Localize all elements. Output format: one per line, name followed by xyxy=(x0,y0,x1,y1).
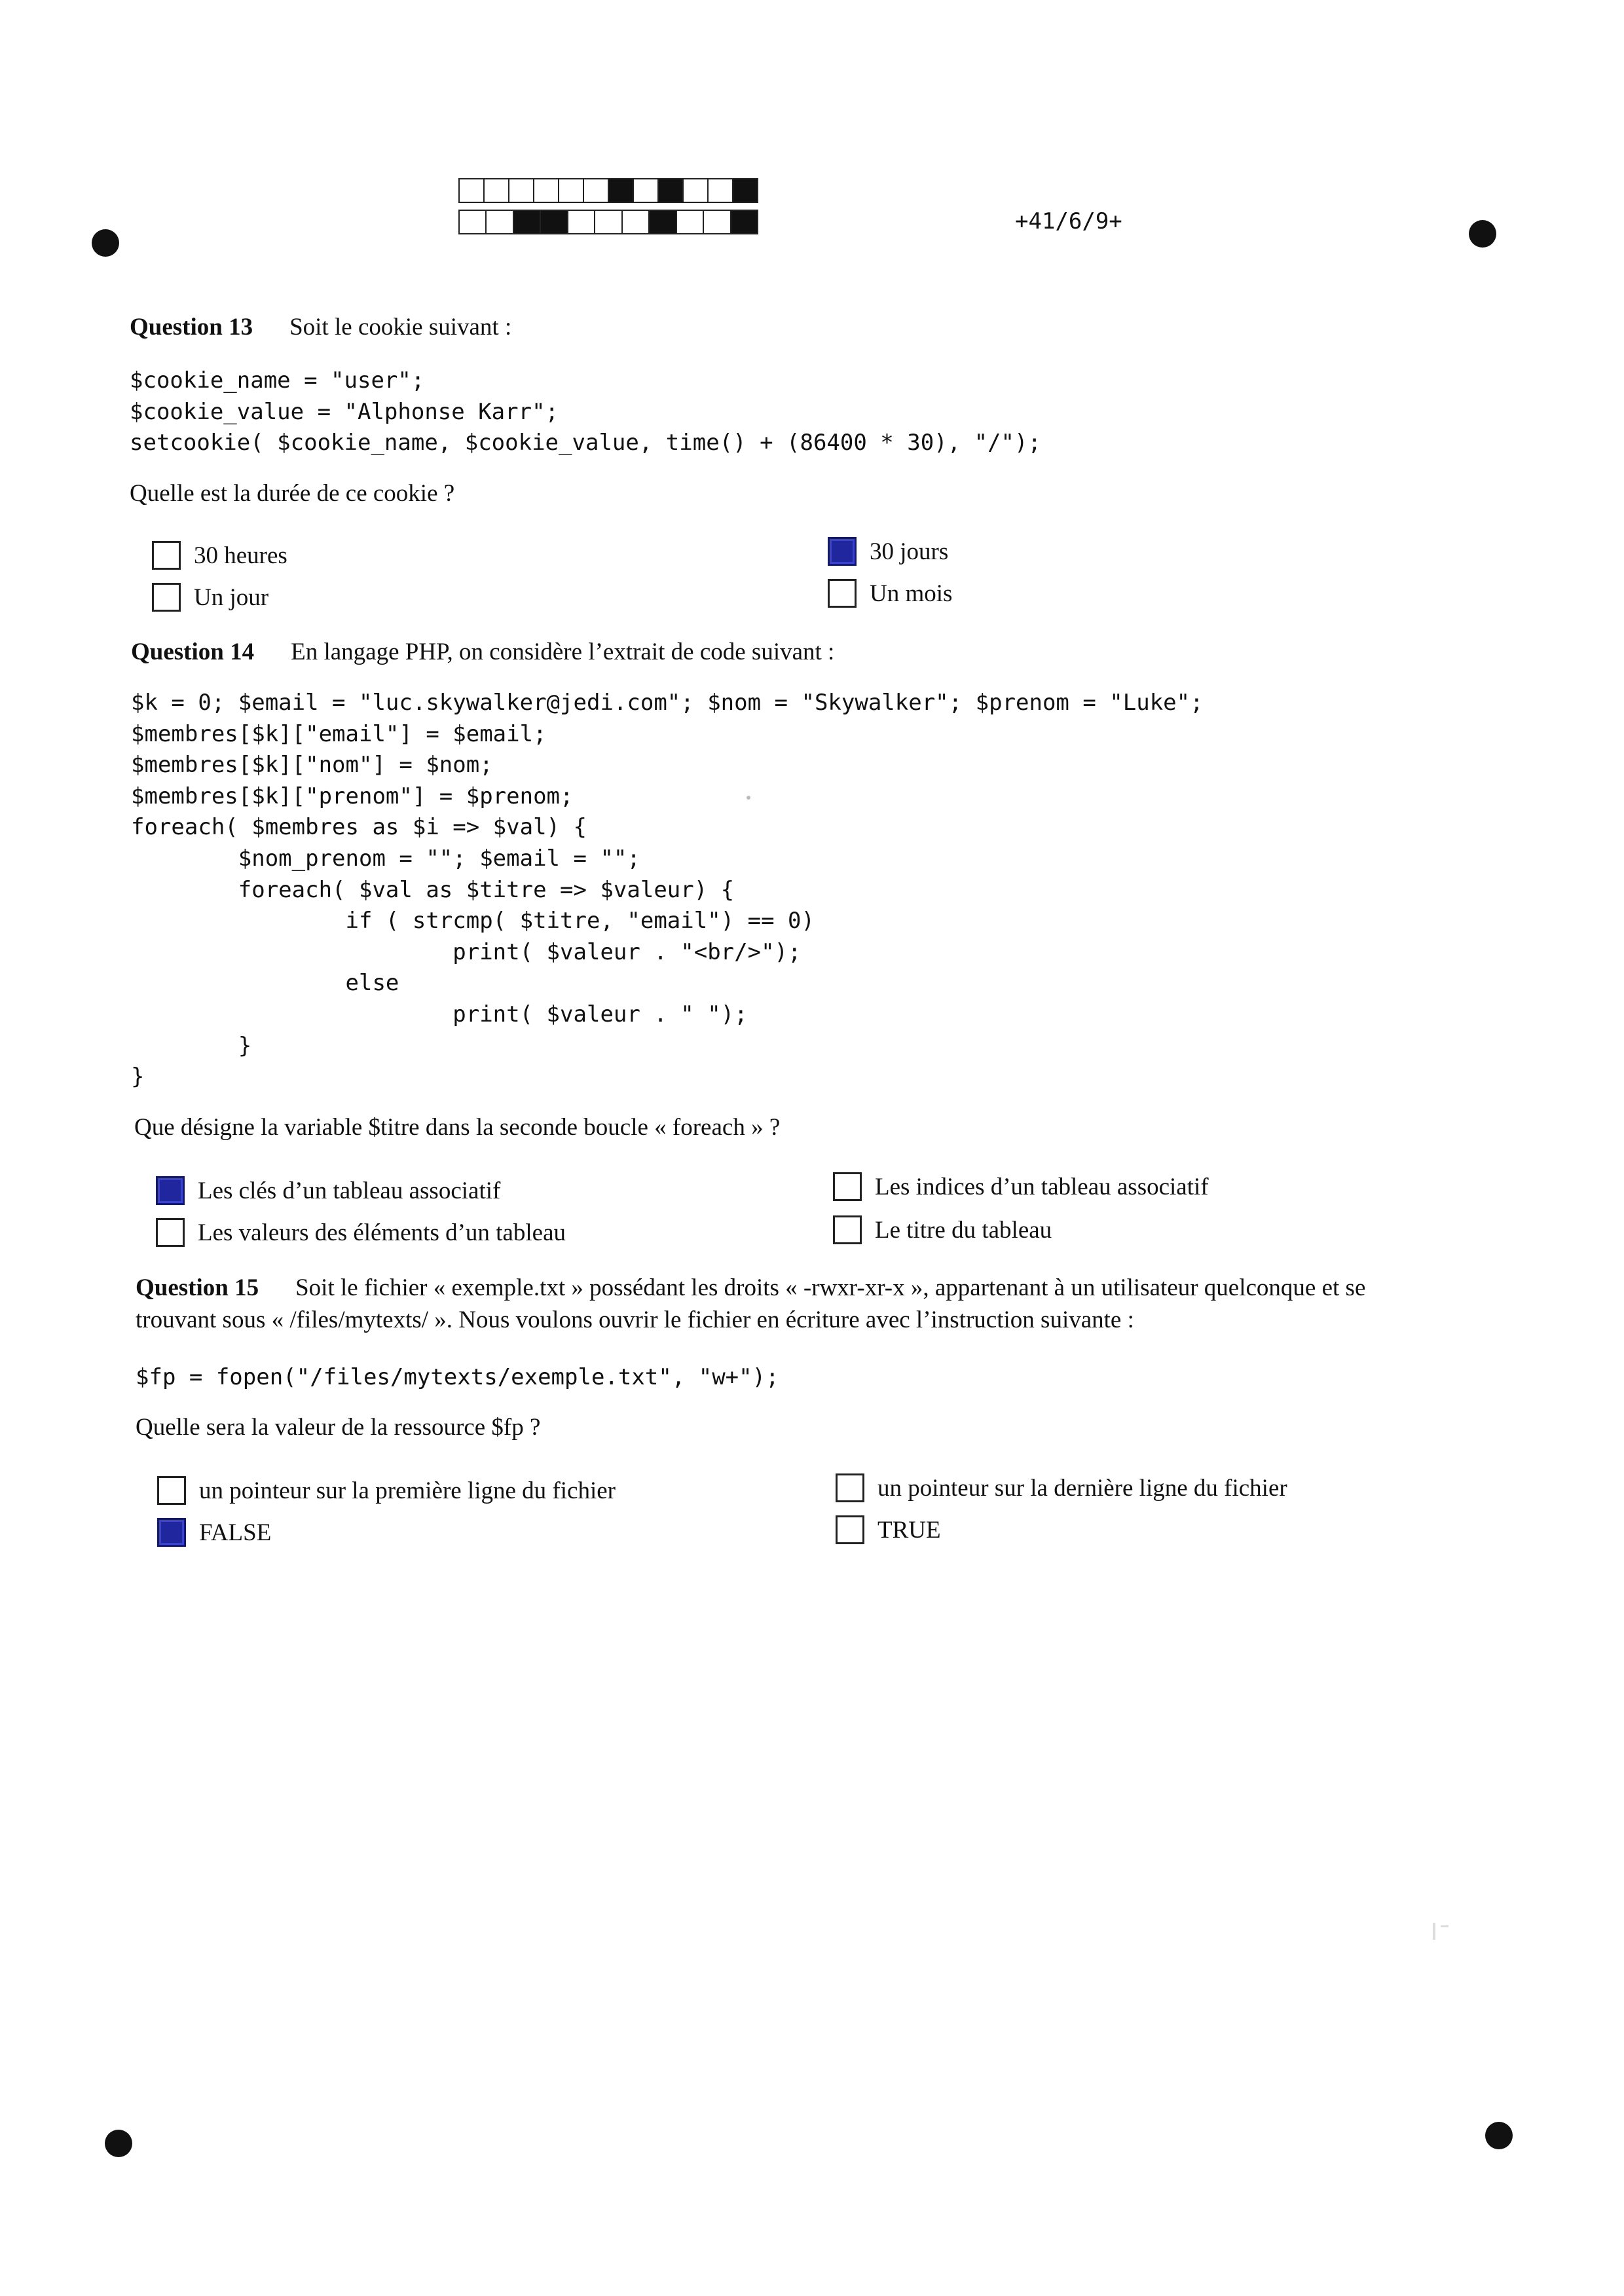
barcode-cell xyxy=(657,178,684,203)
question-13-question: Quelle est la durée de ce cookie ? xyxy=(130,480,455,507)
answer-label: 30 jours xyxy=(870,538,949,565)
answer-option[interactable] xyxy=(157,1476,616,1505)
question-number: Question 13 xyxy=(130,314,253,341)
answer-label: 30 heures xyxy=(194,542,287,569)
answer-option[interactable] xyxy=(833,1215,1052,1244)
checkbox[interactable] xyxy=(836,1515,864,1544)
answer-option[interactable] xyxy=(836,1473,1287,1502)
answer-label: Les indices d’un tableau associatif xyxy=(875,1173,1209,1200)
question-15-header xyxy=(136,1272,1445,1336)
barcode-cell xyxy=(485,210,513,234)
barcode-cell xyxy=(540,210,568,234)
barcode-cell xyxy=(513,210,541,234)
answer-option[interactable] xyxy=(833,1172,1209,1201)
answer-label: FALSE xyxy=(199,1519,272,1546)
answer-option[interactable] xyxy=(157,1518,271,1547)
barcode-cell xyxy=(633,178,659,203)
barcode-cell xyxy=(458,210,487,234)
checkbox[interactable] xyxy=(156,1176,185,1205)
checkbox[interactable] xyxy=(152,541,181,570)
checkbox[interactable] xyxy=(156,1218,185,1247)
question-prompt: Soit le fichier « exemple.txt » possédant les droits « -rwxr-xr-x », appartenant à un utilisateur quelconque et se trouvant sous « /files/mytexts/ ». Nous voulons ouvrir le fichier en écriture avec l’instruction suivante : xyxy=(136,1274,1366,1333)
barcode-cell xyxy=(730,210,758,234)
answer-label: un pointeur sur la première ligne du fichier xyxy=(199,1477,616,1504)
registration-mark-top-right xyxy=(1469,220,1496,248)
answer-label: Le titre du tableau xyxy=(875,1216,1052,1244)
barcode-cell xyxy=(621,210,650,234)
answer-option[interactable] xyxy=(828,579,952,608)
question-14-question: Que désigne la variable $titre dans la seconde boucle « foreach » ? xyxy=(134,1114,781,1141)
barcode-cell xyxy=(594,210,622,234)
registration-mark-top-left xyxy=(92,229,119,257)
checkbox[interactable] xyxy=(833,1215,862,1244)
answer-label: Un jour xyxy=(194,583,269,611)
question-14-header xyxy=(131,638,834,666)
question-number: Question 15 xyxy=(136,1274,259,1301)
answer-label: Un mois xyxy=(870,580,953,607)
answer-option[interactable] xyxy=(156,1218,566,1247)
checkbox[interactable] xyxy=(157,1476,186,1505)
barcode-cell xyxy=(583,178,609,203)
checkbox[interactable] xyxy=(152,583,181,612)
answer-option[interactable] xyxy=(152,541,287,570)
barcode-cell xyxy=(648,210,676,234)
barcode-cell xyxy=(676,210,704,234)
checkbox[interactable] xyxy=(833,1172,862,1201)
barcode-cell xyxy=(508,178,534,203)
answer-label: Les clés d’un tableau associatif xyxy=(198,1177,501,1204)
answer-option[interactable] xyxy=(152,583,268,612)
answer-option[interactable] xyxy=(836,1515,941,1544)
barcode-cell xyxy=(483,178,509,203)
checkbox[interactable] xyxy=(836,1473,864,1502)
barcode-cell xyxy=(703,210,731,234)
barcode-cell xyxy=(558,178,584,203)
question-13-code: $cookie_name = "user"; $cookie_value = "Alphonse Karr"; setcookie( $cookie_name, $cookie_value, time() + (86400 * 30), "/"); xyxy=(130,367,1041,456)
registration-mark-bottom-right xyxy=(1485,2122,1513,2149)
barcode-cell xyxy=(533,178,559,203)
page-id: +41/6/9+ xyxy=(1015,208,1122,234)
barcode-cell xyxy=(682,178,709,203)
answer-label: Les valeurs des éléments d’un tableau xyxy=(198,1219,566,1246)
scan-speck xyxy=(747,796,750,800)
question-prompt: En langage PHP, on considère l’extrait de code suivant : xyxy=(291,639,835,665)
scan-speck xyxy=(1433,1923,1435,1940)
registration-mark-bottom-left xyxy=(105,2130,132,2157)
barcode-cell xyxy=(732,178,758,203)
checkbox[interactable] xyxy=(828,537,857,566)
question-prompt: Soit le cookie suivant : xyxy=(289,314,512,341)
question-number: Question 14 xyxy=(131,639,255,665)
question-15-question: Quelle sera la valeur de la ressource $fp ? xyxy=(136,1414,541,1441)
question-13-header xyxy=(130,313,511,341)
barcode-cell xyxy=(567,210,595,234)
barcode-row xyxy=(458,210,757,234)
checkbox[interactable] xyxy=(157,1518,186,1547)
answer-label: TRUE xyxy=(877,1516,941,1544)
question-15-code: $fp = fopen("/files/mytexts/exemple.txt", "w+"); xyxy=(136,1364,779,1390)
question-14-code: $k = 0; $email = "luc.skywalker@jedi.com"; $nom = "Skywalker"; $prenom = "Luke"; $membres[$k]["email"] = $email; $membres[$k]["nom"] = $nom; $membres[$k]["prenom"] = $prenom; foreach( $membres as $i => $val) { $nom_prenom = ""; $email = ""; foreach( $val as $titre => $valeur) { if ( strcmp( $titre, "email") == 0) print( $valeur . "<br/>"); else print( $valeur . " "); } } xyxy=(131,690,1204,1090)
barcode-cell xyxy=(458,178,485,203)
answer-option[interactable] xyxy=(156,1176,500,1205)
barcode-row xyxy=(458,178,757,203)
answer-label: un pointeur sur la dernière ligne du fichier xyxy=(877,1474,1287,1502)
answer-option[interactable] xyxy=(828,537,948,566)
barcode-cell xyxy=(707,178,733,203)
checkbox[interactable] xyxy=(828,579,857,608)
barcode-cell xyxy=(608,178,634,203)
scan-speck xyxy=(1441,1925,1449,1927)
